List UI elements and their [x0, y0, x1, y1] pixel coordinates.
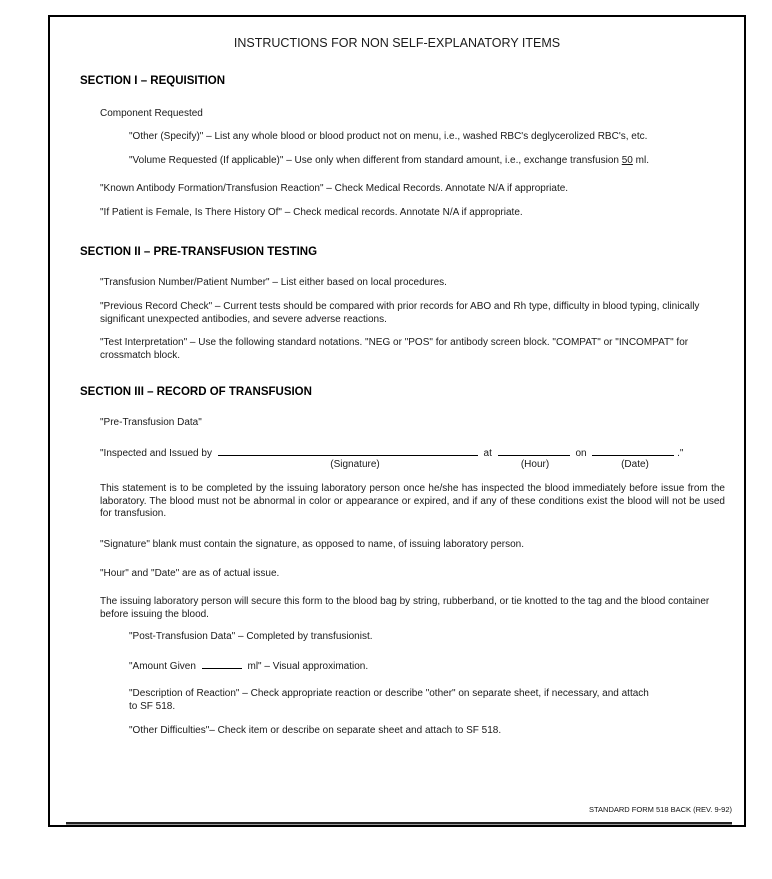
patient-female-instruction: "If Patient is Female, Is There History Of" – Check medical records. Annotate N/A if appropriate. [100, 207, 523, 218]
other-specify-instruction: "Other (Specify)" – List any whole blood or blood product not on menu, i.e., washed RBC's deglycerolized RBC's, etc. [129, 131, 648, 142]
pre-transfusion-data-label: "Pre-Transfusion Data" [100, 417, 202, 428]
signature-note: "Signature" blank must contain the signature, as opposed to name, of issuing laboratory person. [100, 539, 525, 550]
hour-date-note: "Hour" and "Date" are as of actual issue. [100, 568, 280, 579]
volume-requested-value: 50 [621, 155, 633, 166]
on-label: on [575, 448, 587, 459]
amount-given-suffix: ml" – Visual approximation. [247, 661, 369, 672]
hour-blank [498, 446, 570, 456]
volume-requested-instruction [129, 155, 649, 168]
inspected-issued-label: "Inspected and Issued by [100, 448, 212, 459]
form-number-footer: STANDARD FORM 518 BACK (REV. 9-92) [589, 805, 732, 814]
section-1-heading: SECTION I – REQUISITION [80, 75, 226, 87]
transfusion-number-instruction: "Transfusion Number/Patient Number" – List either based on local procedures. [100, 277, 447, 288]
signature-caption: (Signature) [330, 459, 380, 470]
date-caption: (Date) [621, 459, 649, 470]
at-label: at [483, 448, 492, 459]
date-blank [592, 446, 674, 456]
secure-form-note: The issuing laboratory person will secure this form to the blood bag by string, rubberband, or tie knotted to the tag and the blood container before issuing the blood. [100, 596, 710, 620]
section-2-heading: SECTION II – PRE-TRANSFUSION TESTING [80, 246, 318, 258]
form-page [48, 15, 746, 827]
post-transfusion-instruction: "Post-Transfusion Data" – Completed by transfusionist. [129, 631, 373, 642]
other-difficulties-instruction: "Other Difficulties"– Check item or describe on separate sheet and attach to SF 518. [129, 725, 502, 736]
amount-given-label: "Amount Given [129, 661, 196, 672]
amount-given-blank [202, 659, 242, 669]
volume-requested-unit: ml. [632, 155, 649, 166]
description-reaction-instruction: "Description of Reaction" – Check appropriate reaction or describe "other" on separate sheet, if necessary, and attach to SF 518. [129, 688, 649, 712]
signature-blank [218, 446, 478, 456]
component-requested-label: Component Requested [100, 108, 203, 119]
amount-given-line [129, 659, 368, 674]
previous-record-instruction: "Previous Record Check" – Current tests should be compared with prior records for ABO and Rh type, difficulty in blood typing, clinically significant unexpected antibodies, and severe adverse reactions. [100, 301, 700, 325]
section-3-heading: SECTION III – RECORD OF TRANSFUSION [80, 386, 312, 398]
closing-quote: ." [677, 448, 684, 459]
statement-paragraph: This statement is to be completed by the issuing laboratory person once he/she has inspected the blood immediately before issue from the laboratory. The blood must not be abnormal in color or appearance or expired, and if any of these conditions exist the blood will not be used for transfusion. [100, 483, 725, 519]
known-antibody-instruction: "Known Antibody Formation/Transfusion Reaction" – Check Medical Records. Annotate N/A if appropriate. [100, 183, 569, 194]
hour-caption: (Hour) [520, 459, 550, 470]
volume-requested-text: "Volume Requested (If applicable)" – Use only when different from standard amount, i.e., exchange transfusion [129, 155, 622, 166]
test-interpretation-instruction: "Test Interpretation" – Use the following standard notations. "NEG or "POS" for antibody screen block. "COMPAT" or "INCOMPAT" for crossmatch block. [100, 337, 689, 361]
page-title: INSTRUCTIONS FOR NON SELF-EXPLANATORY ITEMS [233, 36, 561, 50]
footer-rule [66, 822, 732, 824]
